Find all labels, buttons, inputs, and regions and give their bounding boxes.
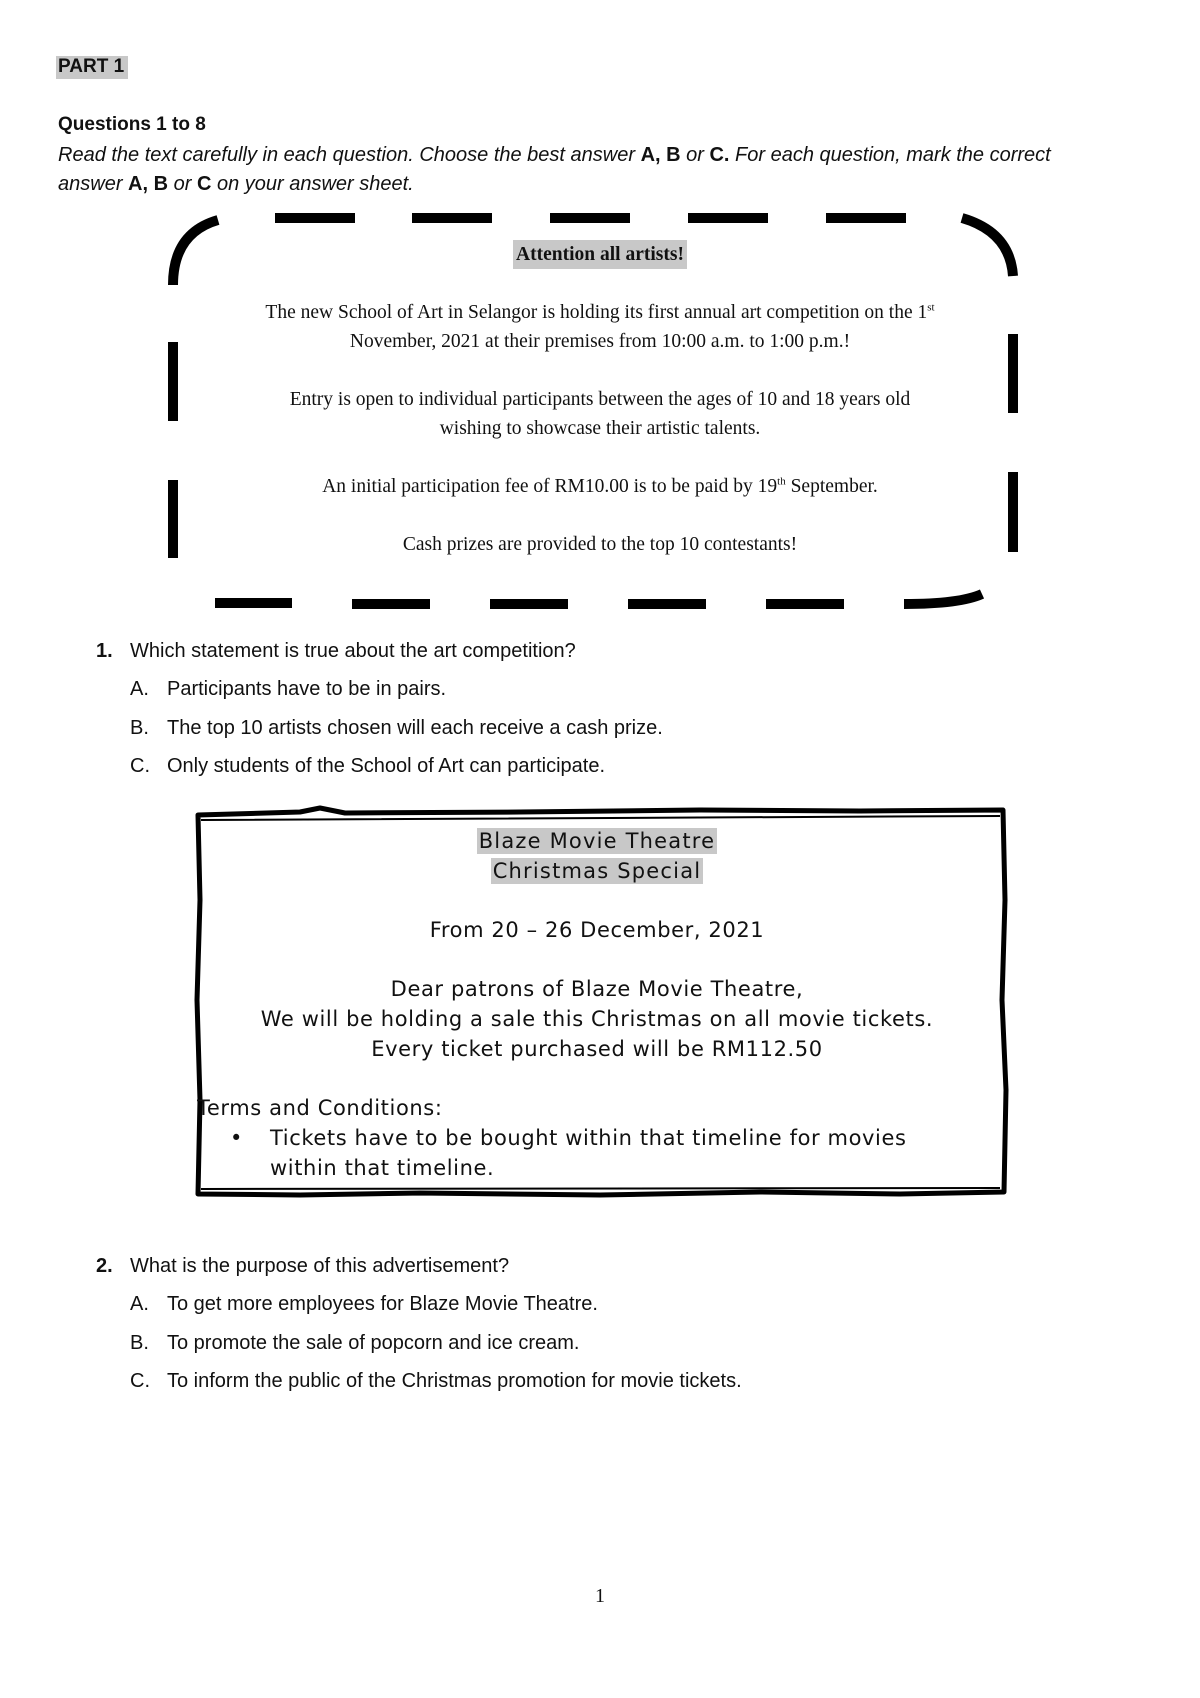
notice2-title-2: Christmas Special (492, 859, 702, 883)
notice1-paragraph-1: The new School of Art in Selangor is holding its first annual art competition on the 1st November, 2021 at their premises from 10:00 a.m. to 1:00 p.m.! (265, 301, 935, 352)
page-number: 1 (595, 1585, 605, 1607)
question-1-options (130, 670, 663, 786)
question-2-options (130, 1285, 742, 1401)
q2-option-c[interactable]: C. To inform the public of the Christmas promotion for movie tickets. (130, 1370, 742, 1392)
notice2-terms-bullet-1: • Tickets have to be bought within that timeline for movies within that timeline. (230, 1126, 907, 1180)
question-1-number: 1. (96, 640, 113, 662)
movie-theatre-notice (197, 812, 997, 1188)
q2-option-a[interactable]: A. To get more employees for Blaze Movie Theatre. (130, 1293, 598, 1315)
notice2-line-2: Every ticket purchased will be RM112.50 (371, 1037, 823, 1061)
q1-option-b[interactable]: B. The top 10 artists chosen will each receive a cash prize. (130, 716, 663, 739)
question-1 (96, 640, 576, 663)
question-2-number: 2. (96, 1255, 113, 1277)
notice1-title: Attention all artists! (513, 240, 687, 269)
instructions: Read the text carefully in each question. Choose the best answer A, B or C. For each question, mark the correct answer A, B or C on your answer sheet. (58, 144, 1051, 195)
notice1-paragraph-4: Cash prizes are provided to the top 10 contestants! (402, 534, 798, 555)
question-2 (96, 1255, 509, 1278)
notice1-paragraph-3: An initial participation fee of RM10.00 is to be paid by 19th September. (322, 475, 878, 497)
part-label: PART 1 (56, 56, 128, 79)
notice2-line-1: We will be holding a sale this Christmas on all movie tickets. (260, 1007, 934, 1031)
notice2-dates: From 20 – 26 December, 2021 (429, 918, 765, 942)
notice2-title-1: Blaze Movie Theatre (478, 829, 716, 853)
notice2-terms-heading: Terms and Conditions: (197, 1096, 443, 1120)
question-2-text: What is the purpose of this advertisement? (130, 1255, 510, 1277)
q2-option-b[interactable]: B. To promote the sale of popcorn and ice cream. (130, 1331, 580, 1354)
questions-heading: Questions 1 to 8 (58, 114, 206, 135)
notice2-greeting: Dear patrons of Blaze Movie Theatre, (390, 977, 804, 1001)
notice1-paragraph-2: Entry is open to individual participants between the ages of 10 and 18 years old wishing to showcase their artistic talents. (289, 389, 911, 439)
q1-option-a[interactable]: A. Participants have to be in pairs. (130, 678, 447, 700)
q1-option-c[interactable]: C. Only students of the School of Art can participate. (130, 755, 606, 777)
question-1-text: Which statement is true about the art competition? (130, 640, 576, 662)
art-competition-notice (200, 240, 1000, 559)
